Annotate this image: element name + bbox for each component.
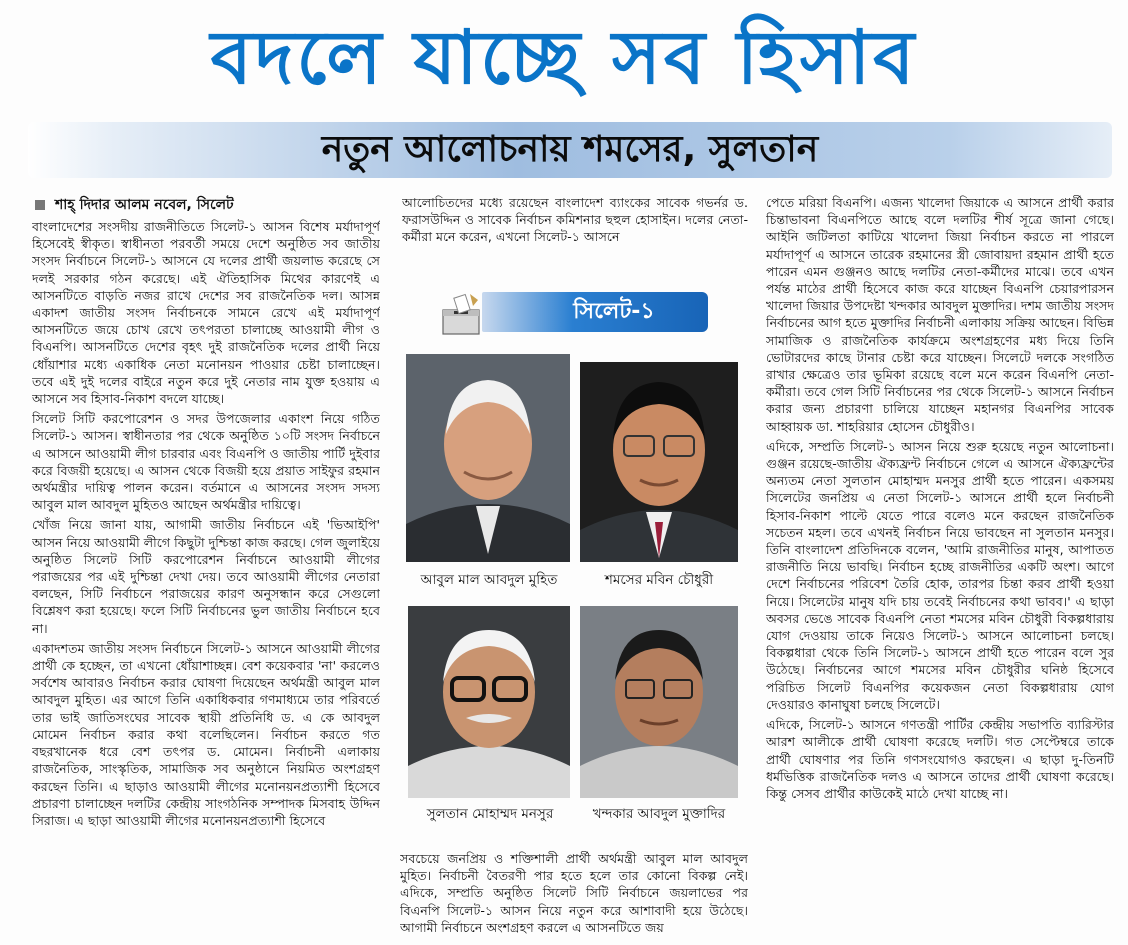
region-label-text: সিলেট-১: [573, 299, 655, 324]
paragraph: এদিকে, সিলেট-১ আসনে গণতন্ত্রী পার্টির কেন্দ্রীয় সভাপতি ব্যারিস্টার আরশ আলীকে প্রার্থী ঘোষণা করেছে দলটি। গত সেপ্টেম্বরে তাকে প্রার্থী ঘোষণার পর তিনি গণসংযোগও করছেন। এ ছাড়া দু-তিনটি ধর্মভিত্তিক রাজনৈতিক দলও এ আসনে তাদের প্রার্থী ঘোষণা করেছে। কিন্তু সেসব প্রার্থীর কাউকেই মাঠে দেখা যাচ্ছে না।: [766, 717, 1114, 801]
paragraph: এদিকে, সম্প্রতি সিলেট-১ আসন নিয়ে শুরু হয়েছে নতুন আলোচনা। গুঞ্জন রয়েছে-জাতীয় ঐক্যফ্রন্ট নির্বাচনে গেলে এ আসনে ঐক্যফ্রন্টের অন্যতম নেতা সুলতান মোহাম্মদ মনসুর প্রার্থী হতে পারেন। একসময় সিলেটের জনপ্রিয় এ নেতা সিলেট-১ আসনে প্রার্থী হলে নির্বাচনী হিসাব-নিকাশ পাল্টে যেতে পারে বলেও মনে করছেন রাজনৈতিক সচেতন মহল। তবে এখনই নির্বাচন নিয়ে ভাবছেন না সুলতান মনসুর। তিনি বাংলাদেশ প্রতিদিনকে বলেন, 'আমি রাজনীতির মানুষ, আপাতত রাজনীতি নিয়ে ভাবছি। নির্বাচন হচ্ছে রাজনীতির একটি অংশ। আগে দেশে নির্বাচনের পরিবেশ তৈরি হোক, তারপর চিন্তা করব প্রার্থী হওয়া নিয়ে। সিলেটের মানুষ যদি চায় তবেই নির্বাচনের কথা ভাবব।' এ ছাড়া অবসর ভেঙে সাবেক বিএনপি নেতা শমসের মবিন চৌধুরী বিকল্পধারায় যোগ দেওয়ায় তাকে নিয়েও সিলেট-১ আসনে আলোচনা চলছে। বিকল্পধারা থেকে তিনি সিলেট-১ আসনে প্রার্থী হতে পারেন বলে সুর উঠেছে। নির্বাচনের আগে শমসের মবিন চৌধুরীর ঘনিষ্ঠ হিসেবে পরিচিত সিলেট বিএনপির কয়েকজন নেতা বিকল্পধারায় যোগ দেওয়ারও কানাঘুষা চলছে সিলেটে।: [766, 438, 1114, 712]
paragraph: একাদশতম জাতীয় সংসদ নির্বাচনে সিলেট-১ আসনে আওয়ামী লীগের প্রার্থী কে হচ্ছেন, তা এখনো ধোঁয়াশাচ্ছন্ন। বেশ কয়েকবার 'না' করলেও সর্বশেষ আবারও নির্বাচন করার ঘোষণা দিয়েছেন অর্থমন্ত্রী আবুল মাল আবদুল মুহিত। এর আগে তিনি একাধিকবার গণমাধ্যমে তার পরিবর্তে তার ভাই জাতিসংঘের সাবেক স্থায়ী প্রতিনিধি ড. এ কে আবদুল মোমেন নির্বাচন করার কথা বলেছিলেন। নির্বাচন করতে গত বছরখানেক ধরে বেশ তৎপর ড. মোমেন। নির্বাচনী এলাকায় রাজনৈতিক, সাংস্কৃতিক, সামাজিক সব অনুষ্ঠানে নিয়মিত অংশগ্রহণ করছেন তিনি। এ ছাড়াও আওয়ামী লীগের মনোনয়নপ্রত্যাশী হিসেবে প্রচারণা চালাচ্ছেন দলটির কেন্দ্রীয় সাংগঠনিক সম্পাদক মিসবাহ উদ্দিন সিরাজ। এ ছাড়া আওয়ামী লীগের মনোনয়নপ্রত্যাশী হিসেবে: [32, 640, 380, 828]
column-2-bottom: [400, 850, 748, 945]
byline: [32, 194, 380, 216]
column-2-top: [402, 194, 748, 258]
paragraph: বাংলাদেশের সংসদীয় রাজনীতিতে সিলেট-১ আসন বিশেষ মর্যাদাপূর্ণ হিসেবেই স্বীকৃত। স্বাধীনতা পরবর্তী সময়ে দেশে অনুষ্ঠিত সব জাতীয় সংসদ নির্বাচনে সিলেট-১ আসনে যে দলের প্রার্থী জয়লাভ করেছে সে দলই সরকার গঠন করেছে। এই ঐতিহাসিক মিথের কারণেই এ আসনটিতে বাড়তি নজর রাখে দেশের সব রাজনৈতিক দল। আসন্ন একাদশ জাতীয় সংসদ নির্বাচনকে সামনে রেখে এই মর্যাদাপূর্ণ আসনটিতে জয়ে চোখ রেখে তৎপরতা চালাচ্ছে আওয়ামী লীগ ও বিএনপি। আসনটিতে দেশের বৃহৎ দুই রাজনৈতিক দলের প্রার্থী নিয়ে ধোঁয়াশার মধ্যে একাধিক নেতা মনোনয়ন পাওয়ার চেষ্টা চালাচ্ছেন। তবে এই দুই দলের বাইরে নতুন করে দুই নেতার নাম যুক্ত হওয়ায় এ আসনে সব হিসাব-নিকাশ বদলে যাচ্ছে।: [32, 219, 380, 407]
paragraph: সিলেট সিটি করপোরেশন ও সদর উপজেলার একাংশ নিয়ে গঠিত সিলেট-১ আসন। স্বাধীনতার পর থেকে অনুষ্ঠিত ১০টি সংসদ নির্বাচনে এ আসনে আওয়ামী লীগ চারবার এবং বিএনপি ও জাতীয় পার্টি দুইবার করে বিজয়ী হয়েছে। এ আসন থেকে বিজয়ী হয়ে প্রয়াত সাইফুর রহমান অর্থমন্ত্রীর দায়িত্ব পালন করেন। বর্তমানে এ আসনের সংসদ সদস্য আবুল মাল আবদুল মুহিতও আছেন অর্থমন্ত্রীর দায়িত্বে।: [32, 411, 380, 513]
ballot-box-icon: [440, 292, 488, 336]
byline-text: শাহ্ দিদার আলম নবেল, সিলেট: [55, 197, 234, 213]
paragraph: পেতে মরিয়া বিএনপি। এজন্য খালেদা জিয়াকে এ আসনে প্রার্থী করার চিন্তাভাবনা বিএনপিতে আছে বলে দলটির শীর্ষ সূত্রে জানা গেছে। আইনি জটিলতা কাটিয়ে খালেদা জিয়া নির্বাচন করতে না পারলে মর্যাদাপূর্ণ এ আসনে তারেক রহমানের স্ত্রী জোবায়দা রহমান প্রার্থী হতে পারেন এমন গুঞ্জনও আছে দলটির নেতা-কর্মীদের মাঝে। তবে এখন পর্যন্ত মাঠের প্রার্থী হিসেবে কাজ করে যাচ্ছেন বিএনপি চেয়ারপারসন খালেদা জিয়ার উপদেষ্টা খন্দকার আবদুল মুক্তাদির। দশম জাতীয় সংসদ নির্বাচনের আগ হতে মুক্তাদির নির্বাচনী এলাকায় সক্রিয় আছেন। বিভিন্ন সামাজিক ও রাজনৈতিক কার্যক্রমে অংশগ্রহণের মধ্য দিয়ে তিনি ভোটারদের কাছে টানার চেষ্টা করে যাচ্ছেন। সিলেটে দলকে সংগঠিত রাখার ক্ষেত্রেও তার ভূমিকা রয়েছে বলে মনে করেন বিএনপি নেতা-কর্মীরা। তবে গেল সিটি নির্বাচনের পর থেকে সিলেট-১ আসনে নির্বাচন করার জন্য প্রচারণা চালিয়ে যাচ্ছেন মহানগর বিএনপির সাবেক আহ্বায়ক ডা. শাহরিয়ার হোসেন চৌধুরীও।: [766, 195, 1114, 434]
paragraph: সবচেয়ে জনপ্রিয় ও শক্তিশালী প্রার্থী অর্থমন্ত্রী আবুল মাল আবদুল মুহিত। নির্বাচনী বৈতরণী পার হতে হলে তার কোনো বিকল্প নেই। এদিকে, সম্প্রতি অনুষ্ঠিত সিলেট সিটি নির্বাচনে জয়লাভের পর বিএনপি সিলেট-১ আসন নিয়ে নতুন করে আশাবাদী হয়ে উঠেছে। আগামী নির্বাচনে অংশগ্রহণ করলে এ আসনটিতে জয়: [400, 851, 748, 935]
region-label: [440, 292, 712, 338]
photo-caption: আবুল মাল আবদুল মুহিত: [420, 572, 558, 588]
photo-caption: সুলতান মোহাম্মদ মনসুর: [426, 806, 554, 822]
column-1: [32, 194, 380, 942]
photo-caption: শমসের মবিন চৌধুরী: [604, 572, 714, 588]
bullet-square-icon: [35, 200, 45, 210]
photo-muktadir: [580, 606, 738, 798]
photo-muhith: [406, 354, 570, 562]
paragraph: খোঁজ নিয়ে জানা যায়, আগামী জাতীয় নির্বাচনে এই 'ভিআইপি' আসন নিয়ে আওয়ামী লীগে কিছুটা দুশ্চিন্তা কাজ করছে। গেল জুলাইয়ে অনুষ্ঠিত সিলেট সিটি করপোরেশন নির্বাচনে আওয়ামী লীগের পরাজয়ের পর এই দুশ্চিন্তা দেখা দেয়। তবে আওয়ামী লীগের নেতারা বলছেন, সিটি নির্বাচনে পরাজয়ের কারণ অনুসন্ধান করে সেগুলো বিশ্লেষণ করা হয়েছে। ফলে সিটি নির্বাচনের ভুল জাতীয় নির্বাচনে হবে না।: [32, 517, 380, 636]
headline: বদলে যাচ্ছে সব হিসাব: [210, 15, 918, 101]
photo-caption: খন্দকার আবদুল মুক্তাদির: [592, 806, 726, 822]
column-3: [766, 194, 1114, 942]
photo-sultan: [408, 606, 570, 798]
paragraph: আলোচিতদের মধ্যে রয়েছেন বাংলাদেশ ব্যাংকের সাবেক গভর্নর ড. ফরাসউদ্দিন ও সাবেক নির্বাচন কমিশনার ছহুল হোসাইন। দলের নেতা-কর্মীরা মনে করেন, এখনো সিলেট-১ আসনে: [402, 195, 748, 245]
photo-shamsher: [580, 362, 738, 562]
subheadline: নতুন আলোচনায় শমসের, সুলতান: [321, 129, 819, 170]
